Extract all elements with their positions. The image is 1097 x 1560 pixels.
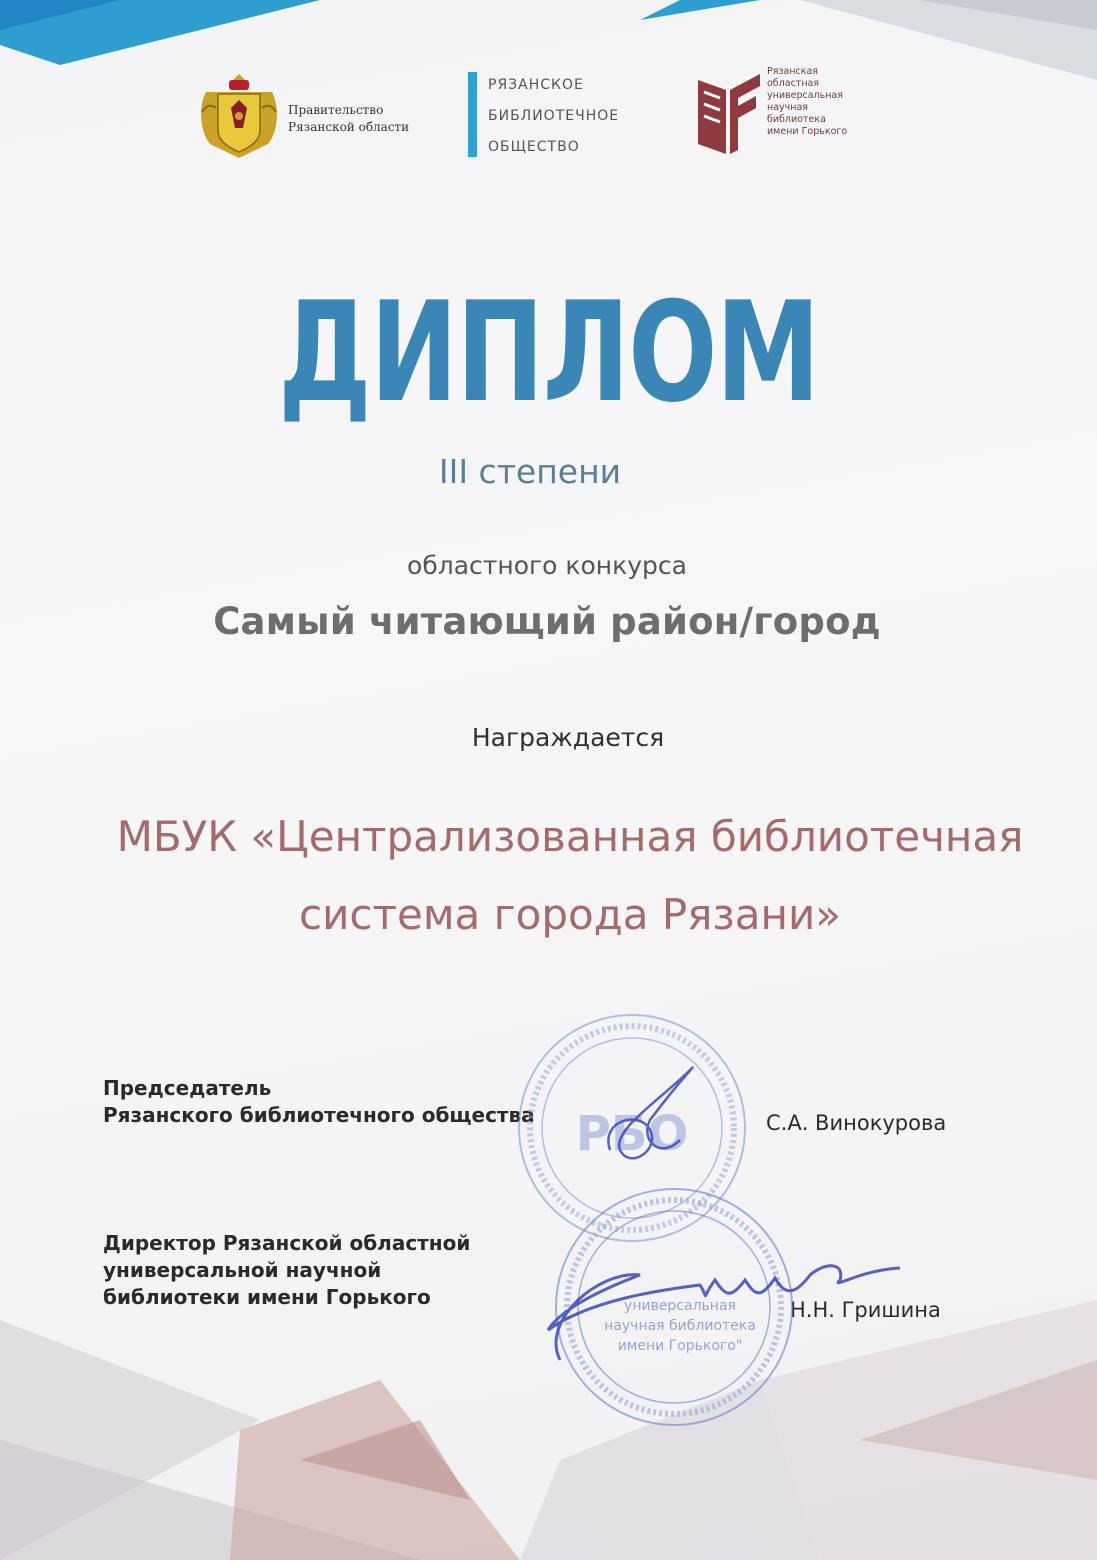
government-line-1: Правительство [288, 103, 384, 117]
awarded-label: Награждается [471, 723, 665, 752]
diploma-degree: III степени [438, 452, 622, 491]
library-stamp-line-3: имени Горького" [617, 1338, 743, 1354]
society-stamp-text: РБО [575, 1106, 689, 1162]
director-title-line-3: библиотеки имени Горького [103, 1285, 431, 1309]
diploma-title: ДИПЛОМ [278, 272, 819, 433]
recipient-line-1: МБУК «Централизованная библиотечная [116, 812, 1024, 861]
regional-library-line-6: имени Горького [767, 126, 848, 137]
library-stamp-line-2: научная библиотека [604, 1318, 756, 1334]
regional-library-line-1: Рязанская [767, 66, 819, 77]
recipient-line-2: система города Рязани» [299, 890, 841, 939]
chair-title-line-1: Председатель [103, 1076, 272, 1100]
library-society-line-3: ОБЩЕСТВО [488, 139, 580, 155]
library-society-line-2: БИБЛИОТЕЧНОЕ [488, 108, 620, 124]
director-title-line-2: универсальной научной [103, 1258, 382, 1282]
regional-library-line-5: библиотека [767, 114, 826, 125]
library-stamp-line-1: универсальная [624, 1298, 736, 1314]
director-name: Н.Н. Гришина [790, 1298, 941, 1322]
library-society-line-1: РЯЗАНСКОЕ [488, 77, 584, 93]
director-title-line-1: Директор Рязанской областной [103, 1231, 471, 1255]
regional-library-line-2: областная [767, 78, 820, 89]
chair-name: С.А. Винокурова [766, 1111, 947, 1135]
regional-library-line-4: научная [767, 102, 809, 113]
chair-title-line-2: Рязанского библиотечного общества [103, 1103, 535, 1127]
contest-name: Самый читающий район/город [213, 600, 881, 643]
government-line-2: Рязанской области [288, 120, 410, 134]
contest-prefix: областного конкурса [407, 551, 687, 580]
regional-library-line-3: универсальная [767, 90, 843, 101]
